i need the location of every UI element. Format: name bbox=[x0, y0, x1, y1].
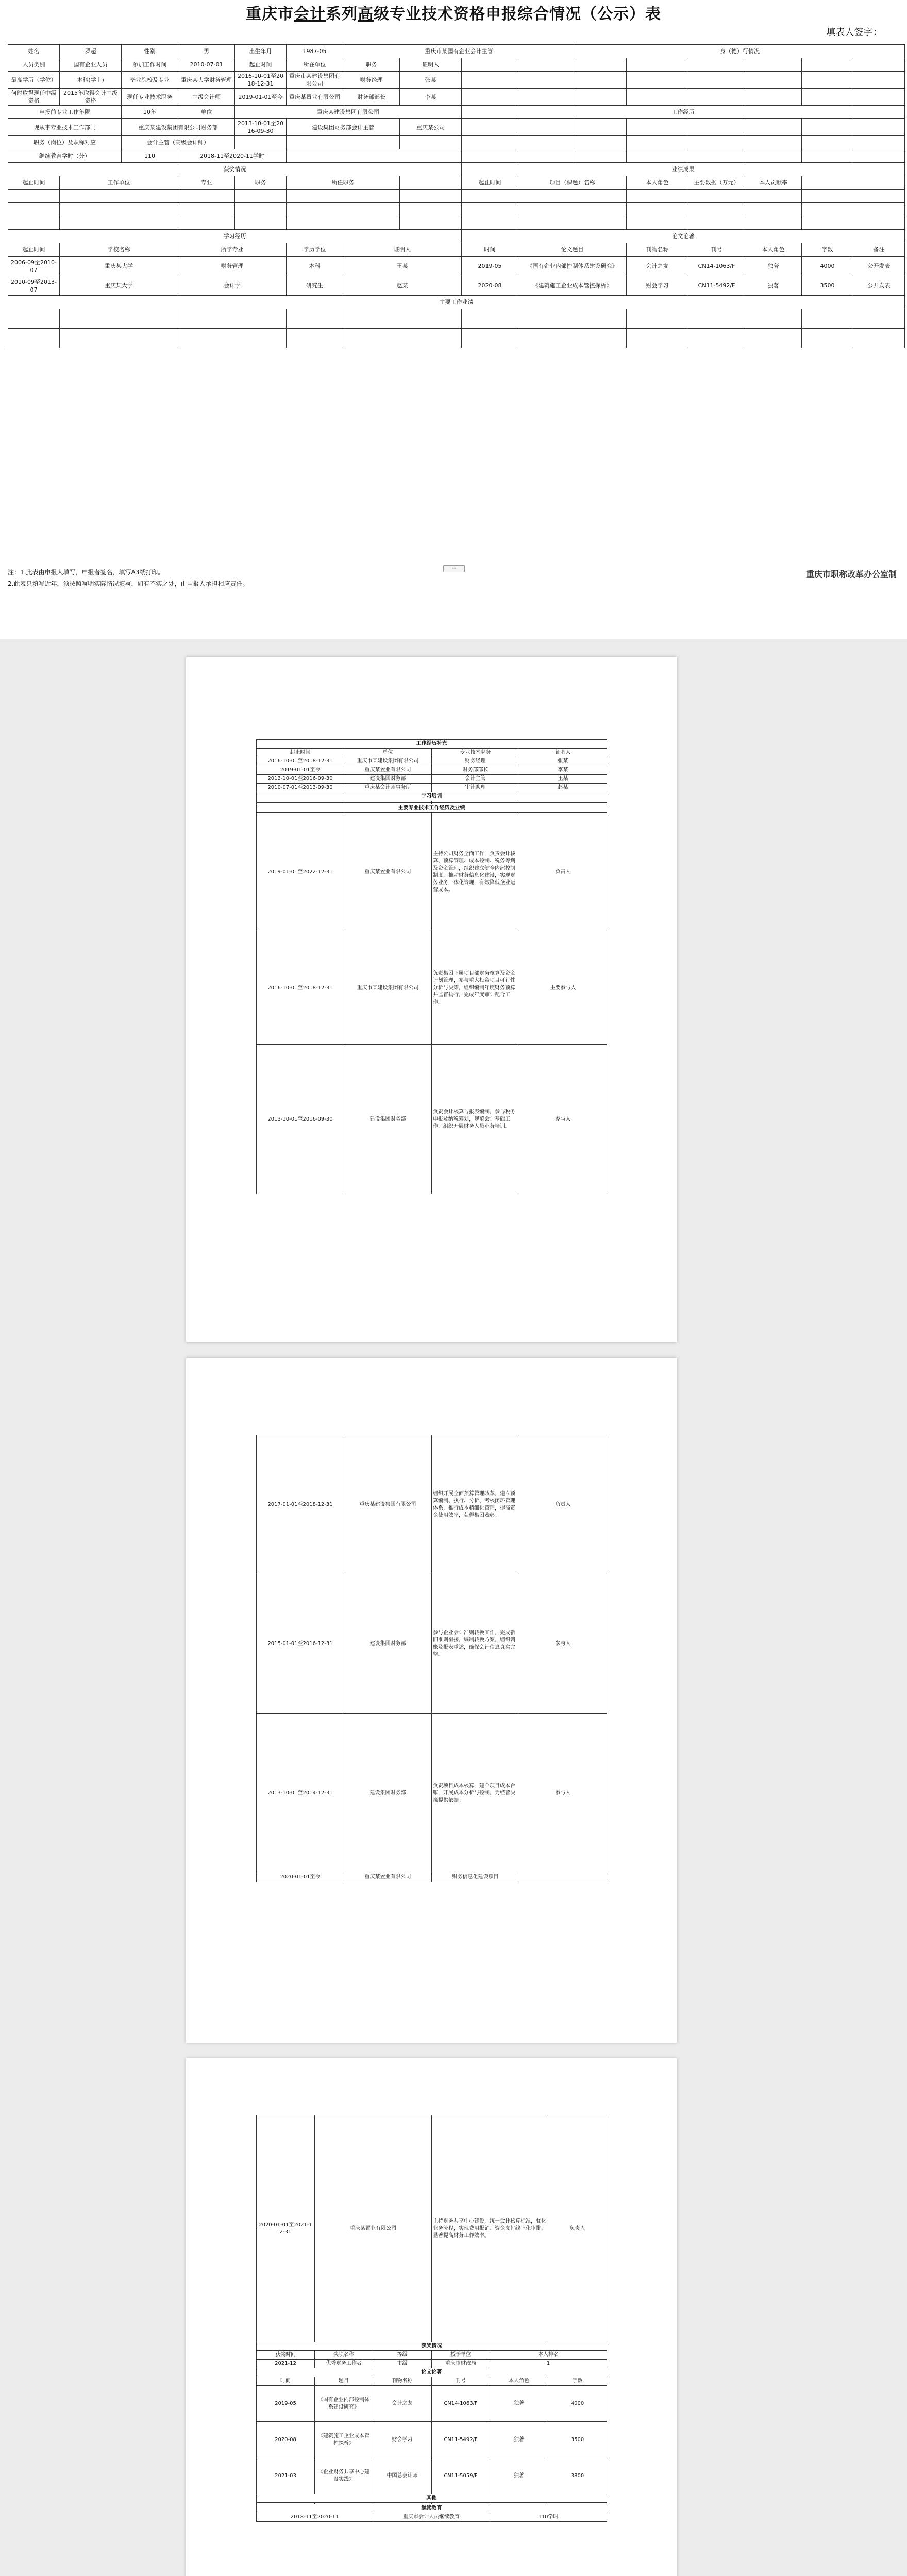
sheet-scroll-handle[interactable]: ··· bbox=[443, 565, 465, 572]
preview-page-4 bbox=[186, 2058, 677, 2576]
main-table: 姓名 罗超 性别 男 出生年月 1987-05 重庆市某国有企业会计主管 身（德）行情况 人员类别 国有企业人员 参加工作时间 2010-07-01 起止时间 所在单位 职务 证明人 最高学历（学位） 本科(学士) 毕业院校及专业 重庆某大学财务管理 2016-10-01至2018-12-31 重庆市某建设集团有限公司 财务经理 张某 何时取得现任中级资格 2015年取得会计中级资格 现任专业技术职务 中级会计师 2019-01-01至今 重庆某置业有限公司 财务部部长 李某 申报前专业工作年限 10年 单位 重庆某建设集团有限公司 工作经历 现从事专业技术工作部门 重庆某建设集团有限公司财务部 2013-10-01至2016-09-30 建设集团财务部会计主管 重庆某公司 职务（岗位）及职称对应 会计主管（高级会计师） 继续教育学时（分） 110 2018-11至2020-11学时 获奖情况 业绩成果 起止时间 工作单位 专业 职务 所任职务 起止时间 项目（课题）名称 本人角色 主要数据（万元） 本人贡献率 学习经历 论文论著 起止时间 学校名称 所学专业 学历学位 证明人 时间 论文题目 刊物名称 刊号 本人角色 字数 备注 2006-09至2010-07 重庆某大学 财务管理 本科 王某 2019-05 《国有企业内部控制体系建设研究》 会计之友 CN14-1063/F 独著 4000 公开发表 2010-09至2013-07 重庆某大学 会计学 研究生 赵某 2020-08 《建筑施工企业成本管控探析》 财会学习 CN11-5492/F 独著 3500 公开发表 主要工作业绩 bbox=[8, 44, 905, 348]
preview-page-3 bbox=[186, 1358, 677, 2043]
summary-sheet bbox=[0, 0, 907, 639]
notes: 注：1.此表由申报人填写，申报者签名，填写A3纸打印。 2.此表只填写近年，须按照写明实际情况填写，如有不实之处，由申报人承担相应责任。 bbox=[8, 569, 249, 587]
preview-page-2 bbox=[186, 657, 677, 1342]
footer-org: 重庆市职称改革办公室制 bbox=[805, 569, 897, 579]
page-title: 重庆市会计系列高级专业技术资格申报综合情况（公示）表 bbox=[246, 5, 661, 23]
signer-label: 填表人签字： bbox=[827, 27, 882, 38]
page3-table: 2017-01-01至2018-12-31 重庆某建设集团有限公司 组织开展全面预算管理改革，建立预算编制、执行、分析、考核闭环管理体系，推行成本精细化管理，提高资金使用效率，获得集团表彰。 负责人 2015-01-01至2016-12-31 建设集团财务部 参与企业会计准则转换工作，完成新旧准则衔接，编制转换方案，组织调账及报表重述，确保会计信息真实完整。 参与人 2013-10-01至2014-12-31 建设集团财务部 负责项目成本核算，建立项目成本台账，开展成本分析与控制，为经营决策提供依据。 参与人 2020-01-01至今 重庆某置业有限公司 财务信息化建设项目 bbox=[256, 1435, 607, 1882]
page2-table: 工作经历补充 起止时间 单位 专业技术职务 证明人 2016-10-01至2018-12-31 重庆市某建设集团有限公司 财务经理 张某 2019-01-01至今 重庆某置业有限公司 财务部部长 李某 2013-10-01至2016-09-30 建设集团财务部 会计主管 王某 2010-07-01至2013-09-30 重庆某会计师事务所 审计助理 赵某 学习培训 主要专业技术工作经历及业绩 2019-01-01至2022-12-31 重庆某置业有限公司 主持公司财务全面工作，负责会计核算、预算管理、成本控制、税务筹划及资金管理，组织建立健全内部控制制度，推动财务信息化建设，实现财务业务一体化管理，有效降低企业运营成本。 负责人 2016-10-01至2018-12-31 重庆市某建设集团有限公司 负责集团下属项目部财务核算及资金计划管理，参与重大投资项目可行性分析与决策，组织编制年度财务预算并监督执行，完成年度审计配合工作。 主要参与人 2013-10-01至2016-09-30 建设集团财务部 负责会计核算与报表编制，参与税务申报及纳税筹划，规范会计基础工作，组织开展财务人员业务培训。 参与人 bbox=[256, 739, 607, 1194]
page4-table: 2020-01-01至2021-12-31 重庆某置业有限公司 主持财务共享中心建设，统一会计核算标准，优化业务流程，实现费用报销、资金支付线上化审批，显著提高财务工作效率。 负责人 获奖情况 获奖时间 奖项名称 等级 授予单位 本人排名 2021-12 优秀财务工作者 市级 重庆市财政局 1 论文论著 时间 题目 刊物名称 刊号 本人角色 字数 2019-05 《国有企业内部控制体系建设研究》 会计之友 CN14-1063/F 独著 4000 2020-08 《建筑施工企业成本管控探析》 财会学习 CN11-5492/F 独著 3500 2021-03 《企业财务共享中心建设实践》 中国总会计师 CN11-5059/F 独著 3800 其他 继续教育 2018-11至2020-11 重庆市会计人员继续教育 110学时 bbox=[256, 2115, 607, 2522]
